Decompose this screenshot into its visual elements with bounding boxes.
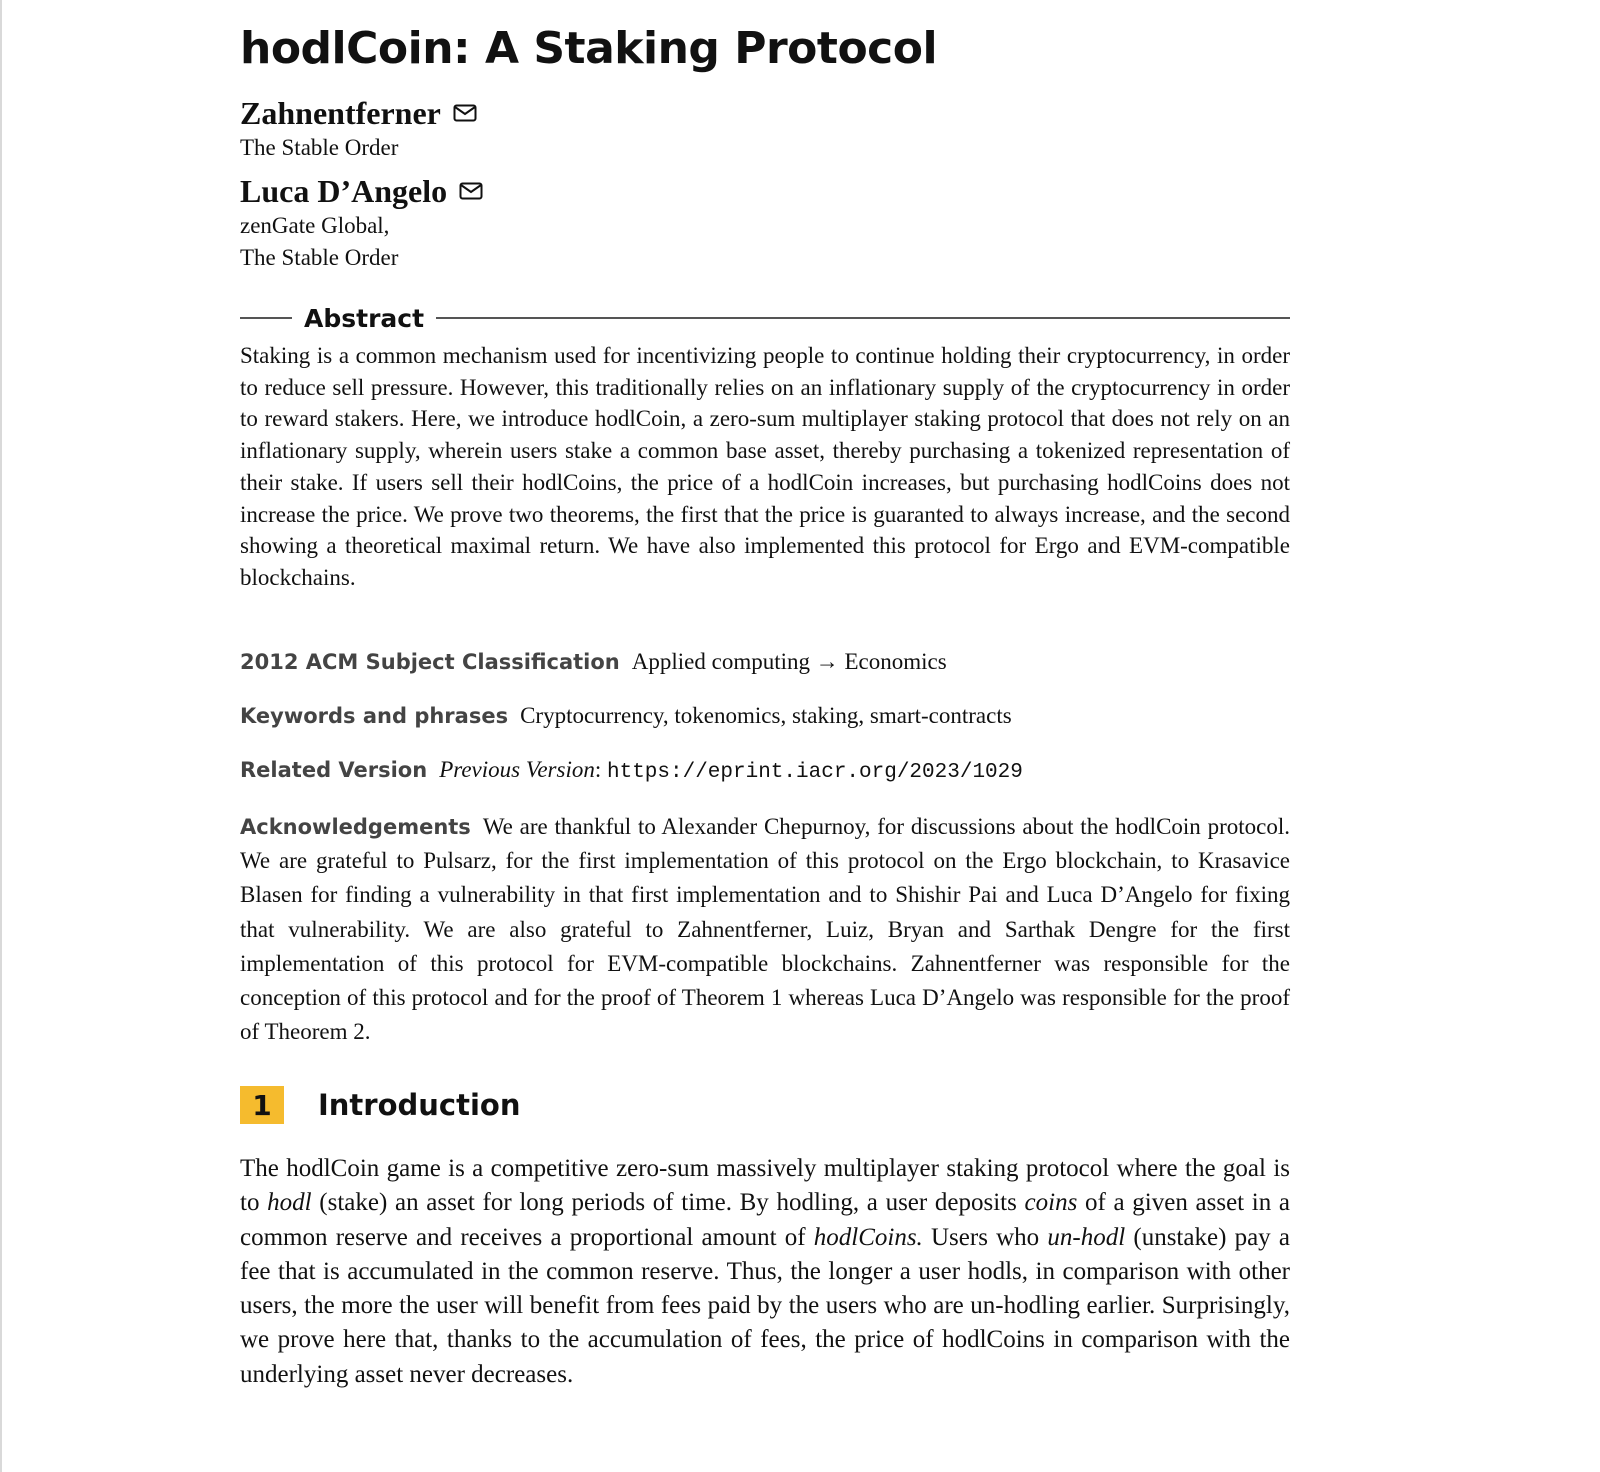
- acm-value: Applied computing → Economics: [631, 649, 947, 674]
- intro-text-part: (stake) an asset for long periods of time. By hodling, a user deposits: [311, 1189, 1025, 1217]
- related-link[interactable]: https://eprint.iacr.org/2023/1029: [606, 761, 1023, 784]
- related-separator: :: [594, 757, 607, 782]
- intro-emphasis-coins: coins: [1024, 1189, 1078, 1217]
- section-title: Introduction: [318, 1088, 521, 1122]
- author-1: [240, 94, 477, 164]
- page-edge: [0, 0, 2, 1472]
- abstract-rule-left: [240, 317, 292, 319]
- author-2-name: Luca D’Angelo: [240, 173, 448, 209]
- author-1-name: Zahnentferner: [240, 95, 441, 131]
- acknowledgements-text: We are thankful to Alexander Chepurnoy, for discussions about the hodlCoin protocol. We are grateful to Pulsarz, for the first implementation of this protocol on the Ergo blockchain, to Krasavice Blasen for finding a vulnerability in that first implementation and to Shishir Pai and Luca D’Angelo for fixing that vulnerability. We are also grateful to Zahnentferner, Luiz, Bryan and Sarthak Dengre for the first implementation of this protocol for EVM-compatible blockchains. Zahnentferner was responsible for the conception of this protocol and for the proof of Theorem 1 whereas Luca D’Angelo was responsible for the proof of Theorem 2.: [240, 814, 1290, 1045]
- acknowledgements-label: Acknowledgements: [240, 815, 471, 839]
- author-1-name-row: [240, 94, 477, 132]
- related-version: [240, 754, 1290, 789]
- acknowledgements: [240, 810, 1290, 1049]
- author-2-affiliation-line-2: The Stable Order: [240, 245, 399, 270]
- abstract-label: Abstract: [304, 303, 425, 333]
- section-heading: [240, 1086, 521, 1124]
- intro-text-part: The hodlCoin game is a competitive zero-sum massively multiplayer staking protocol where the goal is to: [240, 1155, 1290, 1217]
- intro-emphasis-hodlcoins: hodlCoins.: [813, 1223, 923, 1251]
- keywords-value: Cryptocurrency, tokenomics, staking, smart-contracts: [520, 703, 1012, 728]
- abstract-rule-right: [436, 317, 1290, 319]
- author-2-name-row: [240, 172, 483, 210]
- introduction-paragraph: [240, 1152, 1290, 1392]
- intro-emphasis-unhodl: un-hodl: [1047, 1223, 1126, 1251]
- mail-icon[interactable]: [453, 104, 477, 122]
- keywords-label: Keywords and phrases: [240, 704, 509, 728]
- keywords: [240, 700, 1290, 732]
- intro-emphasis-hodl: hodl: [267, 1189, 312, 1217]
- related-label: Related Version: [240, 758, 428, 782]
- related-prefix: Previous Version: [439, 757, 595, 782]
- section-number: 1: [240, 1086, 284, 1124]
- author-2-affiliation-line-1: zenGate Global,: [240, 213, 390, 238]
- abstract-text: Staking is a common mechanism used for incentivizing people to continue holding their cryptocurrency, in order to reduce sell pressure. However, this traditionally relies on an inflationary supply of the cryptocurrency in order to reward stakers. Here, we introduce hodlCoin, a zero-sum multiplayer staking protocol that does not rely on an inflationary supply, wherein users stake a common base asset, thereby purchasing a tokenized representation of their stake. If users sell their hodlCoins, the price of a hodlCoin increases, but purchasing hodlCoins does not increase the price. We prove two theorems, the first that the price is guaranted to always increase, and the second showing a theoretical maximal return. We have also implemented this protocol for Ergo and EVM-compatible blockchains.: [240, 343, 1290, 590]
- paper-title: hodlCoin: A Staking Protocol: [240, 23, 938, 74]
- intro-text-part: Users who: [922, 1223, 1048, 1251]
- author-2: [240, 172, 483, 274]
- intro-text-part: (unstake) pay a fee that is accumulated in the common reserve. Thus, the longer a user hodls, in comparison with other users, the more the user will benefit from fees paid by the users who are un-hodling earlier. Surprisingly, we prove here that, thanks to the accumulation of fees, the price of hodlCoins in comparison with the underlying asset never decreases.: [240, 1223, 1290, 1388]
- author-1-affiliation: The Stable Order: [240, 135, 399, 160]
- intro-text-part: of a given asset in a common reserve and receives a proportional amount of: [240, 1189, 1291, 1251]
- mail-icon[interactable]: [459, 182, 483, 200]
- acm-label: 2012 ACM Subject Classification: [240, 650, 620, 674]
- abstract-heading: [240, 298, 1290, 338]
- acm-classification: [240, 646, 1290, 678]
